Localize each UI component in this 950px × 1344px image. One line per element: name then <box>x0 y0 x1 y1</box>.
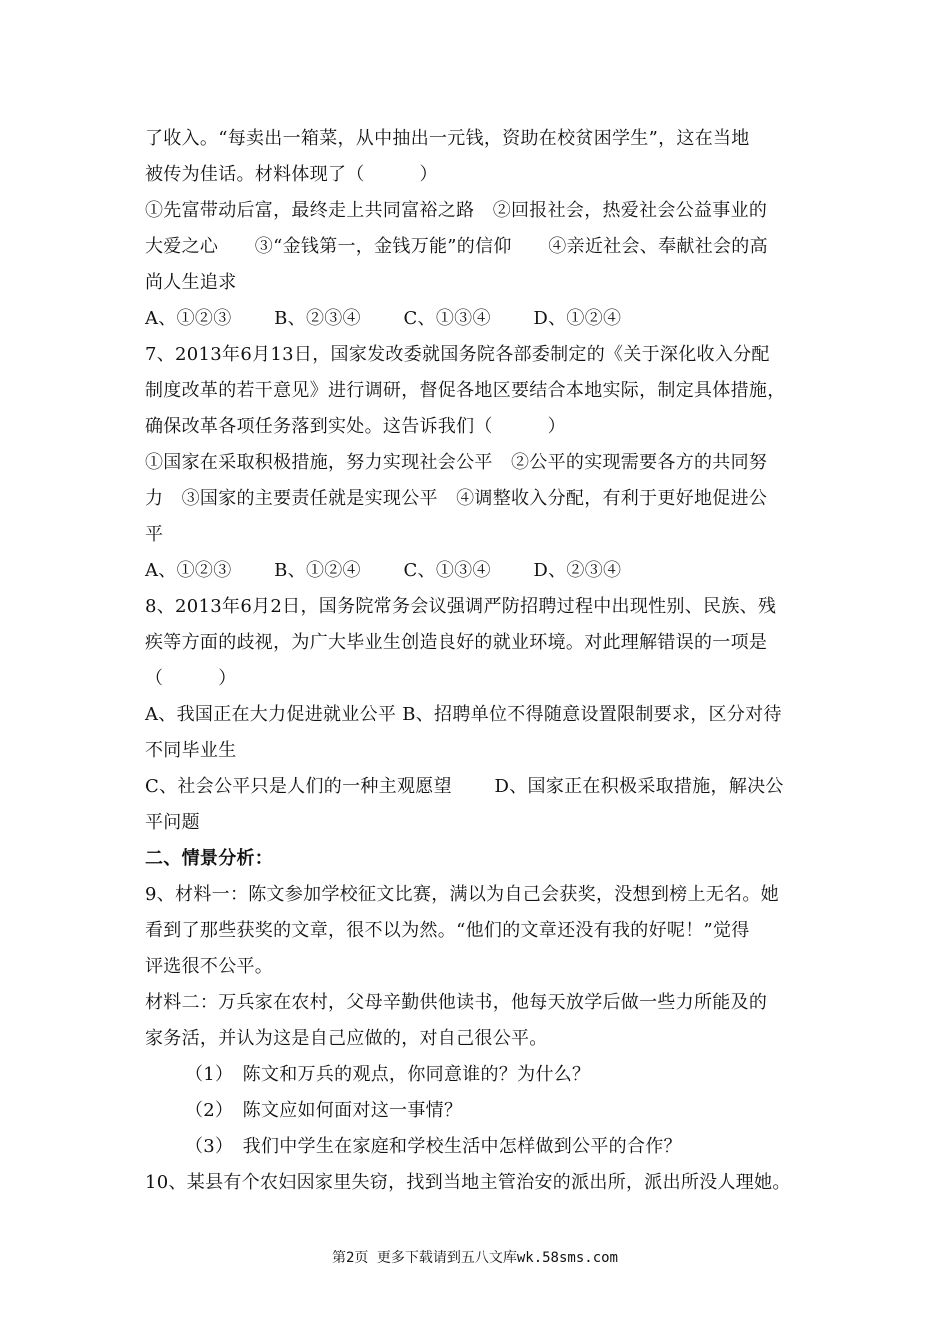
question-7: 7、2013年6月13日，国家发改委就国务院各部委制定的《关于深化收入分配 <box>145 344 770 365</box>
question-8: 8、2013年6月2日，国务院常务会议强调严防招聘过程中出现性别、民族、残 <box>145 596 777 617</box>
answer-bracket: （ ） <box>145 668 237 689</box>
option-line: C、社会公平只是人们的一种主观愿望 D、国家正在积极采取措施，解决公 <box>145 776 784 797</box>
text-line: 了收入。“每卖出一箱菜，从中抽出一元钱，资助在校贫困学生”，这在当地 <box>145 128 750 149</box>
text-line: 看到了那些获奖的文章，很不以为然。“他们的文章还没有我的好呢！”觉得 <box>145 920 750 941</box>
section-heading: 二、情景分析： <box>145 848 274 869</box>
question-9: 9、材料一：陈文参加学校征文比赛，满以为自己会获奖，没想到榜上无名。她 <box>145 884 779 905</box>
sub-question-2: （2） 陈文应如何面对这一事情？ <box>185 1100 463 1121</box>
text-line: 平 <box>145 524 164 545</box>
text-line: 家务活，并认为这是自己应做的，对自己很公平。 <box>145 1028 548 1049</box>
question-stem: 被传为佳话。材料体现了（ ） <box>145 164 438 185</box>
text-line: 平问题 <box>145 812 200 833</box>
answer-options: A、①②③ B、②③④ C、①③④ D、①②④ <box>145 308 622 329</box>
text-line: 力 ③国家的主要责任就是实现公平 ④调整收入分配，有利于更好地促进公 <box>145 488 768 509</box>
text-line: 不同毕业生 <box>145 740 237 761</box>
text-line: 疾等方面的歧视，为广大毕业生创造良好的就业环境。对此理解错误的一项是 <box>145 632 768 653</box>
text-line: ①先富带动后富，最终走上共同富裕之路 ②回报社会，热爱社会公益事业的 <box>145 200 768 221</box>
question-stem: 确保改革各项任务落到实处。这告诉我们（ ） <box>145 416 566 437</box>
text-line: 尚人生追求 <box>145 272 237 293</box>
text-line: 制度改革的若干意见》进行调研，督促各地区要结合本地实际，制定具体措施， <box>145 380 786 401</box>
sub-question-3: （3） 我们中学生在家庭和学校生活中怎样做到公平的合作？ <box>185 1136 682 1157</box>
sub-question-1: （1） 陈文和万兵的观点，你同意谁的？为什么？ <box>185 1064 591 1085</box>
answer-options: A、①②③ B、①②④ C、①③④ D、②③④ <box>145 560 622 581</box>
page-footer: 第2页 更多下载请到五八文库wk.58sms.com <box>331 1250 618 1266</box>
question-10: 10、某县有个农妇因家里失窃，找到当地主管治安的派出所，派出所没人理她。 <box>145 1172 791 1193</box>
text-line: 评选很不公平。 <box>145 956 274 977</box>
text-line: 大爱之心 ③“金钱第一，金钱万能”的信仰 ④亲近社会、奉献社会的高 <box>145 236 768 257</box>
option-line: A、我国正在大力促进就业公平 B、招聘单位不得随意设置限制要求，区分对待 <box>145 704 782 725</box>
document-body <box>145 121 825 1201</box>
material-two: 材料二：万兵家在农村，父母辛勤供他读书，他每天放学后做一些力所能及的 <box>145 992 768 1013</box>
text-line: ①国家在采取积极措施，努力实现社会公平 ②公平的实现需要各方的共同努 <box>145 452 768 473</box>
